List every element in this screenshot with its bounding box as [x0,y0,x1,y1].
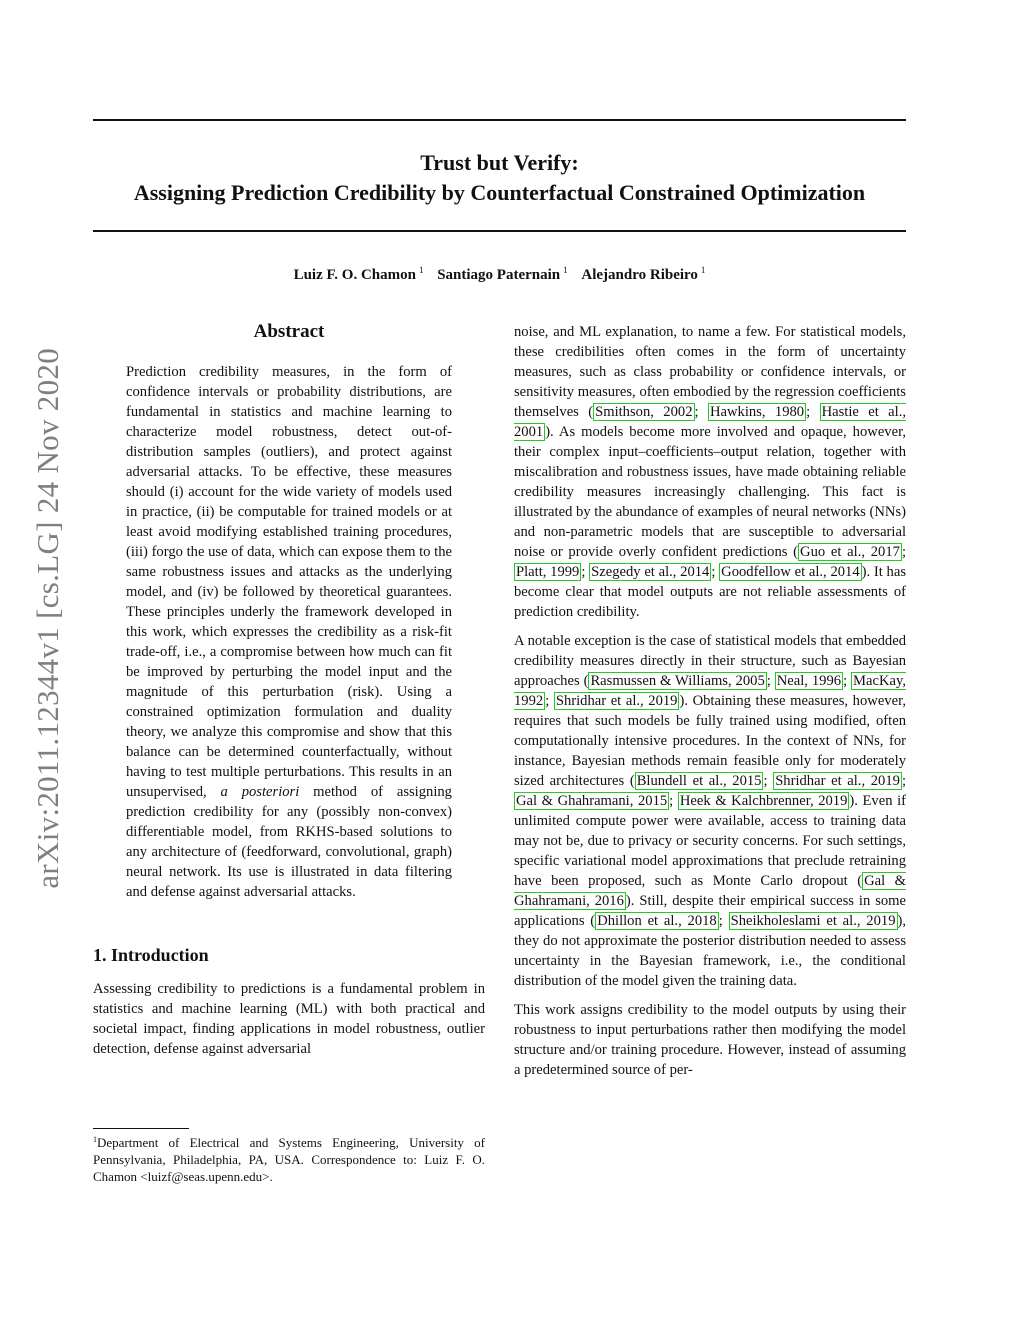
citation-link[interactable]: Smithson, 2002 [595,404,693,420]
left-column [93,320,485,1059]
citation-link[interactable]: MacKay, 1992 [514,673,906,709]
citation-link[interactable]: Heek & Kalchbrenner, 2019 [679,793,848,809]
citation-link[interactable]: Szegedy et al., 2014 [591,564,710,580]
citation-link[interactable]: Goodfellow et al., 2014 [721,564,860,580]
citation-link[interactable]: Hastie et al., 2001 [514,404,907,440]
citation-link[interactable]: Blundell et al., 2015 [636,773,762,789]
section-heading-introduction: 1. Introduction [93,945,209,965]
intro-paragraph-1: Assessing credibility to predictions is a fundamental problem in statistics and machine learning (ML) with both practical and societal impact, finding applications in model robustness, outlier detection, defense against adversarial [93,981,485,1057]
author-3: Alejandro Ribeiro $^1$ [581,265,706,283]
citation-link[interactable]: Platt, 1999 [516,564,580,580]
citation-link[interactable]: Gal & Ghahramani, 2016 [514,873,906,909]
citation-link[interactable]: Shridhar et al., 2019 [775,773,900,789]
footnote: $^1$Department of Electrical and Systems Engineering, University of Pennsylvania, Philadelphia, PA, USA. Correspondence to: Luiz F. O. Chamon <luizf@seas.upenn.edu>. [93,1135,485,1184]
title-rule-top [93,119,906,121]
abstract-text: Prediction credibility measures, in the form of confidence intervals or probability distributions, are fundamental in statistics and machine learning to characterize model robustness, detect out-of-distribution samples (outliers), and protect against adversarial attacks. To be effective, these measures should (i) account for the wide variety of models used in practice, (ii) be computable for trained models or at least avoid modifying established training procedures, (iii) forgo the use of data, which can expose them to the same robustness issues and attacks as the underlying model, and (iv) be followed by theoretical guarantees. These principles underly the framework developed in this work, which expresses the credibility as a risk-fit trade-off, i.e., a compromise between how much can fit be improved by perturbing the model input and the magnitude of this perturbation (risk). Using a constrained optimization formulation and duality theory, we analyze this compromise and show that this balance can be determined counterfactually, without having to test multiple perturbations. This results in an unsupervised, a posteriori method of assigning prediction credibility for any (possibly non-convex) differentiable model, from RKHS-based solutions to any architecture of (feedforward, convolutional, graph) neural network. Its use is illustrated in data filtering and defense against adversarial attacks. [126,364,452,900]
right-column [514,322,906,1080]
abstract-heading: Abstract [253,321,325,342]
citation-link[interactable]: Dhillon et al., 2018 [597,913,717,929]
citation-link[interactable]: Guo et al., 2017 [800,544,900,560]
intro-paragraph-3: A notable exception is the case of statistical models that embedded credibility measures directly in their structure, such as Bayesian approaches ( Rasmussen & Williams, 2005 ; Neal, 1996 ; MacKay, 1992 ; Shridhar et al., 2019 ). Obtaining these measures, however, requires that such models be fully trained using modified, often computationally intensive procedures. In the context of NNs, for instance, Bayesian methods remain feasible only for moderately sized architectures ( Blundell et al., 2015 ; Shridhar et al., 2019 ; Gal & Ghahramani, 2015 ; Heek & Kalchbrenner, 2019 ). Even if unlimited compute power were available, access to training data may not be, due to privacy or security concerns. For such settings, specific variational model approximations that preclude retraining have been proposed, such as Monte Carlo dropout ( Gal & Ghahramani, 2016 ). Still, despite their empirical success in some applications ( Dhillon et al., 2018 ; Sheikholeslami et al., 2019 ), they do not approximate the posterior distribution needed to assess uncertainty in the Bayesian framework, i.e., the conditional distribution of the model given the training data. [514,633,907,989]
citation-link[interactable]: Hawkins, 1980 [709,404,805,420]
paper-title-line-1: Trust but Verify: [420,150,579,175]
author-list [93,265,906,284]
citation-link[interactable]: Neal, 1996 [776,673,842,689]
paper-title [93,148,906,208]
title-rule-bottom [93,230,906,232]
citation-link[interactable]: Rasmussen & Williams, 2005 [590,673,765,689]
intro-paragraph-2: noise, and ML explanation, to name a few. For statistical models, these credibilities often comes in the form of uncertainty measures, such as class probability or confidence intervals, or sensitivity measures, often embodied by the regression coefficients themselves ( Smithson, 2002 ; Hawkins, 1980 ; Hastie et al., 2001 ). As models become more involved and opaque, however, their complex input–coefficients–output relation, together with miscalibration and robustness issues, have made obtaining reliable credibility measures increasingly challenging. This fact is illustrated by the abundance of examples of neural networks (NNs) and non-parametric models that are susceptible to adversarial noise or provide overly confident predictions ( Guo et al., 2017 ; Platt, 1999 ; Szegedy et al., 2014 ; Goodfellow et al., 2014 ). It has become clear that model outputs are not reliable assessments of prediction credibility. [514,324,907,620]
citation-link[interactable]: Shridhar et al., 2019 [555,693,678,709]
author-1: Luiz F. O. Chamon $^1$ [293,265,424,283]
citation-link[interactable]: Sheikholeslami et al., 2019 [730,913,896,929]
intro-paragraph-4: This work assigns credibility to the model outputs by using their robustness to input perturbations rather then modifying the model structure and/or training procedure. However, instead of assuming a predetermined source of per- [514,1002,906,1078]
footnote-rule [93,1128,189,1129]
citation-link[interactable]: Gal & Ghahramani, 2015 [516,793,668,809]
arxiv-stamp: arXiv:2011.12344v1 [cs.LG] 24 Nov 2020 [30,348,65,889]
paper-title-line-2: Assigning Prediction Credibility by Counterfactual Constrained Optimization [133,180,866,205]
author-2: Santiago Paternain $^1$ [437,265,568,283]
